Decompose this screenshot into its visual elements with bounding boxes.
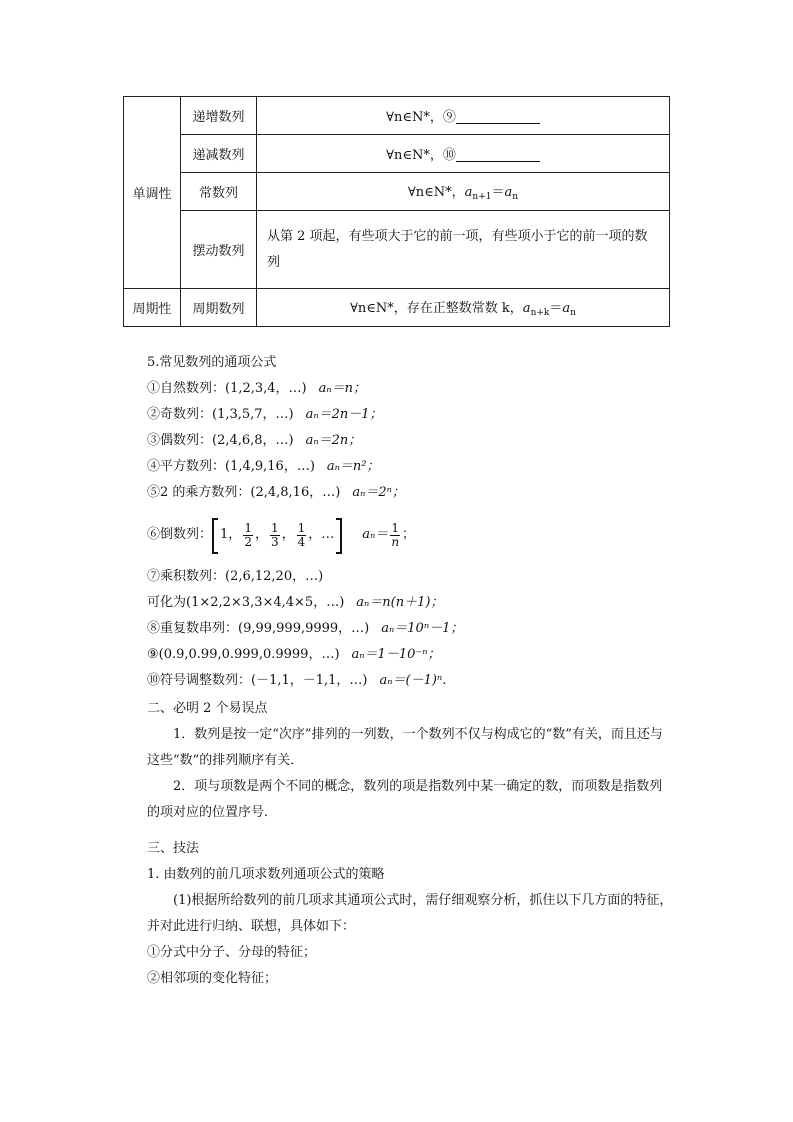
list-item: ①分式中分子、分母的特征；: [147, 945, 317, 960]
row-name: 递减数列: [181, 135, 257, 173]
paragraph: 1．数列是按一定“次序”排列的一列数，一个数列不仅与构成它的“数”有关，而且还与这些“数”的排列顺序有关．: [147, 727, 663, 768]
list-item: ②奇数列：(1,3,5,7，…) aₙ＝2n－1；: [147, 407, 383, 422]
sequence-properties-table: [123, 96, 670, 327]
list-item: ②相邻项的变化特征；: [147, 971, 278, 986]
sequence-bracket: 1 ， $\frac{1}{2}$ ， $\frac{1}{3}$ ， $\frac{1}{4}$ ， …: [212, 518, 342, 552]
table-row: [124, 173, 670, 211]
list-item: ⑤2 的乘方数列：(2,4,8,16，…) aₙ＝2ⁿ；: [147, 485, 405, 500]
row-condition: ∀n∈N*，⑨: [257, 97, 670, 135]
row-condition: 从第 2 项起，有些项大于它的前一项，有些项小于它的前一项的数列: [257, 211, 670, 289]
section-heading: 二、必明 2 个易误点: [147, 701, 268, 716]
list-item: ④平方数列：(1,4,9,16，…) aₙ＝n²；: [147, 459, 380, 474]
table-row: [124, 135, 670, 173]
section-heading: 5.常见数列的通项公式: [147, 355, 277, 370]
row-name: 递增数列: [181, 97, 257, 135]
answer-blank[interactable]: [456, 148, 540, 162]
monotonic-label: 单调性: [124, 97, 181, 289]
list-item: ⑩符号调整数列：(－1,1，－1,1，…) aₙ＝(－1)ⁿ.: [147, 673, 447, 688]
paragraph: 2．项与项数是两个不同的概念，数列的项是指数列中某一确定的数，而项数是指数列的项对应的位置序号．: [147, 779, 663, 820]
section-heading: 三、技法: [147, 841, 200, 856]
subsection-heading: 1. 由数列的前几项求数列通项公式的策略: [147, 867, 385, 882]
list-item: ①自然数列：(1,2,3,4，…) aₙ＝n；: [147, 381, 367, 396]
list-item: ⑦乘积数列：(2,6,12,20，…): [147, 569, 324, 584]
list-item: ⑨(0.9,0.99,0.999,0.9999，…) aₙ＝1－10⁻ⁿ；: [147, 647, 441, 662]
row-name: 周期数列: [181, 289, 257, 327]
list-item-reciprocal: ⑥倒数列： 1 ， $\frac{1}{2}$ ， $\frac{1}{3}$ ， $\frac{1}{4}$ ， … aₙ＝ $\frac{1}{n}$ ；: [147, 506, 677, 564]
list-item: ⑧重复数串列：(9,99,999,9999，…) aₙ＝10ⁿ－1；: [147, 621, 464, 636]
row-condition: ∀n∈N*，存在正整数常数 k，$a_{n+k}=a_n$: [257, 289, 670, 327]
row-name: 常数列: [181, 173, 257, 211]
paragraph: (1)根据所给数列的前几项求其通项公式时，需仔细观察分析，抓住以下几方面的特征，并对此进行归纳、联想，具体如下：: [147, 893, 673, 934]
list-item: ③偶数列：(2,4,6,8，…) aₙ＝2n；: [147, 433, 362, 448]
table-row: [124, 289, 670, 327]
row-condition: ∀n∈N*，⑩: [257, 135, 670, 173]
answer-blank[interactable]: [456, 110, 540, 124]
list-item: 可化为(1×2,2×3,3×4,4×5，…) aₙ＝n(n＋1)；: [147, 595, 444, 610]
periodic-label: 周期性: [124, 289, 181, 327]
table-row: [124, 211, 670, 289]
row-name: 摆动数列: [181, 211, 257, 289]
main-content: [147, 350, 677, 992]
row-condition: ∀n∈N*，$a_{n+1}=a_n$: [257, 173, 670, 211]
table-row: [124, 97, 670, 135]
